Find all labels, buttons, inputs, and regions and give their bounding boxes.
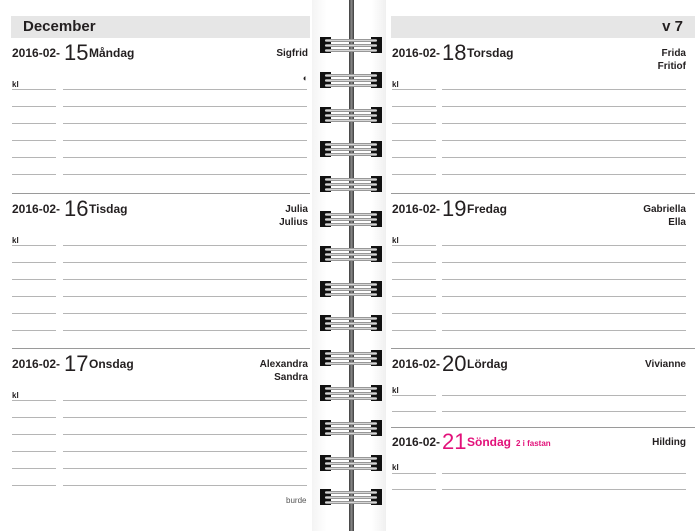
kl-label: kl xyxy=(392,80,399,89)
spiral-ring xyxy=(320,72,382,88)
writing-line xyxy=(63,485,307,486)
spiral-wire xyxy=(325,223,377,226)
name-day: Julia xyxy=(285,204,308,215)
spiral-wire xyxy=(325,74,377,77)
writing-line xyxy=(442,473,686,474)
spiral-ring xyxy=(320,489,382,505)
name-day-list xyxy=(645,358,686,371)
writing-line xyxy=(12,296,56,297)
day-number: 17 xyxy=(64,351,89,376)
spiral-wire xyxy=(325,143,377,146)
writing-line xyxy=(12,279,56,280)
spiral-wire xyxy=(325,178,377,181)
date-prefix: 2016-02- xyxy=(392,435,441,449)
writing-line xyxy=(442,279,686,280)
spiral-wire xyxy=(325,496,377,499)
day-block-friday xyxy=(386,196,700,346)
spiral-wire xyxy=(325,148,377,151)
spiral-ring xyxy=(320,211,382,227)
date-prefix: 2016-02- xyxy=(12,357,61,371)
day-separator xyxy=(12,348,310,349)
spiral-wire xyxy=(325,491,377,494)
spiral-wire xyxy=(325,183,377,186)
spiral-wire xyxy=(325,283,377,286)
day-block-monday xyxy=(0,40,312,190)
name-day-list xyxy=(658,47,686,73)
spiral-wire xyxy=(325,188,377,191)
name-day: Sandra xyxy=(274,372,308,383)
spiral-ring xyxy=(320,37,382,53)
spiral-wire xyxy=(325,387,377,390)
spiral-ring xyxy=(320,246,382,262)
day-block-thursday xyxy=(386,40,700,190)
lent-note: 2 i fastan xyxy=(516,439,551,448)
day-name: Fredag xyxy=(467,202,508,216)
writing-line xyxy=(12,468,56,469)
spiral-wire xyxy=(325,422,377,425)
name-day: Sigfrid xyxy=(276,48,308,59)
writing-line xyxy=(392,106,436,107)
writing-line xyxy=(12,89,56,90)
spiral-wire xyxy=(325,109,377,112)
spiral-wire xyxy=(325,253,377,256)
writing-line xyxy=(63,451,307,452)
writing-line xyxy=(12,157,56,158)
spiral-wire xyxy=(325,84,377,87)
day-separator xyxy=(391,427,695,428)
writing-line xyxy=(392,296,436,297)
day-number: 20 xyxy=(442,351,467,376)
spiral-ring xyxy=(320,176,382,192)
spiral-wire xyxy=(325,457,377,460)
spiral-wire xyxy=(325,79,377,82)
writing-line xyxy=(392,489,436,490)
day-block-saturday xyxy=(386,351,700,426)
name-day: Ella xyxy=(668,217,686,228)
name-day: Hilding xyxy=(652,437,686,448)
writing-line xyxy=(442,245,686,246)
writing-line xyxy=(392,89,436,90)
spiral-ring xyxy=(320,420,382,436)
writing-line xyxy=(63,313,307,314)
writing-line xyxy=(442,489,686,490)
day-name: Söndag xyxy=(467,435,511,449)
month-header-bar xyxy=(11,16,310,38)
spiral-ring xyxy=(320,350,382,366)
writing-line xyxy=(442,411,686,412)
writing-line xyxy=(12,330,56,331)
day-name: Måndag xyxy=(89,46,135,60)
writing-line xyxy=(392,395,436,396)
name-day-list xyxy=(260,358,308,384)
month-label: December xyxy=(23,18,96,35)
spiral-wire xyxy=(325,317,377,320)
writing-line xyxy=(392,245,436,246)
writing-line xyxy=(392,279,436,280)
writing-line xyxy=(63,262,307,263)
day-block-sunday xyxy=(386,429,700,504)
name-day-list xyxy=(643,203,686,229)
writing-line xyxy=(12,451,56,452)
writing-line xyxy=(442,330,686,331)
writing-line xyxy=(63,245,307,246)
spiral-wire xyxy=(325,114,377,117)
writing-line xyxy=(12,313,56,314)
day-number: 16 xyxy=(64,196,89,221)
week-header-bar xyxy=(391,16,695,38)
date-prefix: 2016-02- xyxy=(392,46,441,60)
writing-line xyxy=(392,157,436,158)
writing-line xyxy=(63,296,307,297)
writing-line xyxy=(63,434,307,435)
day-name: Torsdag xyxy=(467,46,514,60)
writing-line xyxy=(442,157,686,158)
day-number: 15 xyxy=(64,40,89,65)
writing-line xyxy=(442,395,686,396)
writing-line xyxy=(63,123,307,124)
writing-line xyxy=(392,330,436,331)
spiral-wire xyxy=(325,357,377,360)
week-label: v 7 xyxy=(662,18,683,35)
writing-line xyxy=(442,123,686,124)
spiral-wire xyxy=(325,213,377,216)
writing-line xyxy=(63,400,307,401)
day-name: Onsdag xyxy=(89,357,134,371)
spiral-wire xyxy=(325,352,377,355)
writing-line xyxy=(392,123,436,124)
name-day: Frida xyxy=(661,48,686,59)
spiral-wire xyxy=(325,293,377,296)
spiral-ring xyxy=(320,107,382,123)
moon-phase-icon: ◐ xyxy=(302,73,308,83)
spiral-wire xyxy=(325,44,377,47)
spiral-wire xyxy=(325,392,377,395)
writing-line xyxy=(442,140,686,141)
spiral-wire xyxy=(325,119,377,122)
spiral-wire xyxy=(325,427,377,430)
spiral-ring xyxy=(320,455,382,471)
spiral-wire xyxy=(325,49,377,52)
name-day-list xyxy=(276,47,308,60)
writing-line xyxy=(392,313,436,314)
name-day: Alexandra xyxy=(259,359,308,370)
spiral-wire xyxy=(325,397,377,400)
spiral-ring xyxy=(320,385,382,401)
date-prefix: 2016-02- xyxy=(392,357,441,371)
day-name: Tisdag xyxy=(89,202,128,216)
day-block-wednesday xyxy=(0,351,312,501)
day-number: 21 xyxy=(442,429,467,454)
brand-logo: burde xyxy=(286,496,307,505)
day-number: 19 xyxy=(442,196,467,221)
left-page xyxy=(0,0,312,531)
writing-line xyxy=(12,140,56,141)
writing-line xyxy=(63,279,307,280)
writing-line xyxy=(442,262,686,263)
writing-line xyxy=(442,89,686,90)
day-block-tuesday xyxy=(0,196,312,346)
date-prefix: 2016-02- xyxy=(392,202,441,216)
spiral-wire xyxy=(325,432,377,435)
writing-line xyxy=(12,434,56,435)
name-day-list xyxy=(652,436,686,449)
kl-label: kl xyxy=(12,391,19,400)
spiral-wire xyxy=(325,258,377,261)
spiral-wire xyxy=(325,218,377,221)
kl-label: kl xyxy=(392,463,399,472)
writing-line xyxy=(442,313,686,314)
writing-line xyxy=(392,140,436,141)
name-day: Julius xyxy=(279,217,308,228)
kl-label: kl xyxy=(12,236,19,245)
date-prefix: 2016-02- xyxy=(12,46,61,60)
writing-line xyxy=(63,106,307,107)
kl-label: kl xyxy=(392,386,399,395)
name-day: Fritiof xyxy=(657,61,686,72)
kl-label: kl xyxy=(392,236,399,245)
writing-line xyxy=(392,411,436,412)
spiral-wire xyxy=(325,39,377,42)
writing-line xyxy=(12,174,56,175)
spiral-wire xyxy=(325,327,377,330)
right-page xyxy=(386,0,700,531)
writing-line xyxy=(63,330,307,331)
spiral-wire xyxy=(325,153,377,156)
writing-line xyxy=(63,468,307,469)
day-number: 18 xyxy=(442,40,467,65)
writing-line xyxy=(12,417,56,418)
writing-line xyxy=(442,174,686,175)
writing-line xyxy=(12,106,56,107)
writing-line xyxy=(442,106,686,107)
writing-line xyxy=(63,174,307,175)
writing-line xyxy=(392,262,436,263)
writing-line xyxy=(63,417,307,418)
day-name: Lördag xyxy=(467,357,508,371)
spiral-wire xyxy=(325,501,377,504)
spiral-wire xyxy=(325,248,377,251)
writing-line xyxy=(63,140,307,141)
writing-line xyxy=(12,485,56,486)
writing-line xyxy=(392,174,436,175)
spiral-ring xyxy=(320,141,382,157)
spiral-ring xyxy=(320,281,382,297)
day-separator xyxy=(12,193,310,194)
spiral-ring xyxy=(320,315,382,331)
writing-line xyxy=(12,400,56,401)
day-separator xyxy=(391,193,695,194)
writing-line xyxy=(442,296,686,297)
name-day: Gabriella xyxy=(643,204,686,215)
date-prefix: 2016-02- xyxy=(12,202,61,216)
writing-line xyxy=(12,245,56,246)
spiral-wire xyxy=(325,462,377,465)
writing-line xyxy=(63,157,307,158)
writing-line xyxy=(12,123,56,124)
name-day-list xyxy=(279,203,308,229)
writing-line xyxy=(63,89,307,90)
spiral-wire xyxy=(325,322,377,325)
spiral-wire xyxy=(325,288,377,291)
spiral-wire xyxy=(325,362,377,365)
spiral-wire xyxy=(325,467,377,470)
writing-line xyxy=(12,262,56,263)
name-day: Vivianne xyxy=(645,359,686,370)
day-separator xyxy=(391,348,695,349)
kl-label: kl xyxy=(12,80,19,89)
writing-line xyxy=(392,473,436,474)
